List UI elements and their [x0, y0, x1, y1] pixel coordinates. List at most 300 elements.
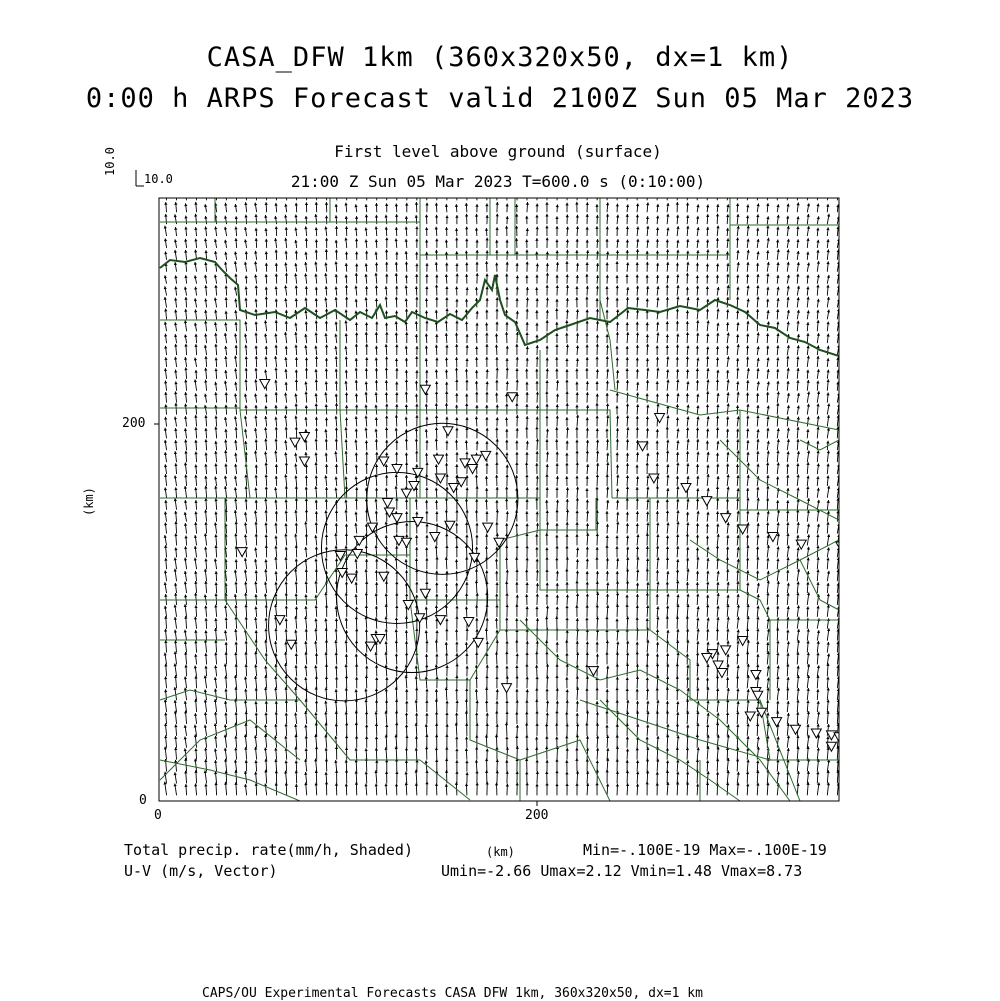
wind-vector-head [325, 345, 328, 348]
wind-vector-head [314, 486, 317, 489]
wind-vector-head [565, 783, 568, 786]
wind-vector-head [646, 618, 649, 621]
wind-vector-head [586, 510, 589, 513]
wind-vector-head [555, 463, 558, 466]
wind-vector-head [405, 689, 408, 692]
wind-vector-head [536, 357, 539, 360]
wind-vector-head [565, 261, 568, 264]
wind-vector-head [455, 405, 458, 408]
wind-vector-head [325, 547, 328, 550]
wind-vector-head [285, 227, 288, 230]
wind-vector-head [485, 628, 488, 631]
wind-vector-head [405, 570, 408, 573]
wind-vector-head [385, 297, 388, 300]
wind-vector-head [526, 297, 529, 300]
wind-vector-head [264, 228, 267, 231]
wind-vector-head [204, 415, 207, 418]
wind-vector-head [295, 370, 298, 373]
title-line-1: CASA_DFW 1km (360x320x50, dx=1 km) [0, 42, 1000, 73]
wind-vector-head [445, 286, 448, 289]
wind-vector-head [354, 476, 357, 479]
wind-vector-head [315, 783, 318, 786]
wind-vector-head [566, 227, 569, 230]
wind-vector-head [636, 404, 639, 407]
wind-vector-head [344, 640, 347, 643]
wind-vector-head [515, 689, 518, 692]
wind-vector-head [324, 263, 327, 266]
wind-vector-head [395, 474, 398, 477]
wind-vector-head [465, 653, 468, 656]
wind-vector-head [425, 500, 428, 503]
wind-vector-head [555, 487, 558, 490]
wind-vector-head [194, 393, 197, 396]
wind-vector-head [224, 546, 227, 549]
wind-vector-head [636, 689, 639, 692]
wind-vector-head [505, 498, 508, 501]
wind-vector-head [545, 415, 548, 418]
wind-vector-head [545, 760, 548, 763]
wind-vector-head [254, 321, 257, 324]
wind-vector-head [355, 273, 358, 276]
wind-vector-head [545, 439, 548, 442]
wind-vector-head [325, 499, 328, 502]
wind-vector-head [606, 226, 609, 229]
wind-vector-head [485, 298, 488, 301]
wind-vector-head [425, 724, 428, 727]
wind-vector-head [304, 772, 307, 775]
wind-vector-head [525, 582, 528, 585]
wind-vector-head [264, 451, 267, 454]
wind-vector-head [355, 570, 358, 573]
wind-vector-head [536, 417, 539, 420]
wind-vector-head [214, 689, 217, 692]
wind-vector-head [555, 523, 558, 526]
wind-vector-head [646, 499, 649, 502]
wind-vector-head [174, 191, 177, 194]
wind-vector-head [445, 252, 448, 255]
wind-vector-head [606, 381, 609, 384]
wind-vector-head [525, 474, 528, 477]
wind-vector-head [265, 653, 268, 656]
wind-vector-head [285, 593, 288, 596]
wind-vector-head [234, 192, 237, 195]
wind-vector-head [164, 404, 167, 407]
wind-vector-head [545, 404, 548, 407]
wind-vector-head [395, 653, 398, 656]
wind-vector-head [575, 748, 578, 751]
wind-vector-head [345, 252, 348, 255]
wind-vector-head [305, 748, 308, 751]
wind-vector-head [405, 227, 408, 230]
wind-vector-head [294, 227, 297, 230]
wind-vector-head [315, 202, 318, 205]
wind-vector-head [224, 450, 227, 453]
wind-vector-head [254, 192, 257, 195]
wind-vector-head [616, 677, 619, 680]
wind-vector-head [646, 368, 649, 371]
wind-vector-head [315, 500, 318, 503]
wind-vector-head [214, 441, 217, 444]
wind-vector-head [344, 346, 347, 349]
wind-vector-head [405, 748, 408, 751]
wind-vector-head [334, 533, 337, 536]
wind-vector-head [264, 427, 267, 430]
wind-vector-head [425, 535, 428, 538]
wind-vector-head [495, 582, 498, 585]
wind-vector-head [575, 250, 578, 253]
wind-vector-head [234, 238, 237, 241]
wind-vector-head [626, 616, 629, 619]
wind-vector-head [475, 486, 478, 489]
wind-vector-head [395, 238, 398, 241]
wind-vector-head [626, 535, 629, 538]
wind-vector-head [264, 522, 267, 525]
wind-vector-head [184, 275, 187, 278]
wind-vector [266, 191, 267, 200]
wind-vector-head [435, 545, 438, 548]
wind-vector-head [395, 321, 398, 324]
wind-vector [275, 192, 276, 200]
wind-vector-head [606, 369, 609, 372]
wind-vector-head [495, 487, 498, 490]
wind-vector-head [505, 593, 508, 596]
wind-vector-head [425, 440, 428, 443]
wind-vector-head [315, 356, 318, 359]
wind-vector-head [285, 713, 288, 716]
wind-vector-head [405, 534, 408, 537]
wind-vector-head [264, 462, 267, 465]
wind-vector-head [354, 559, 357, 562]
wind-vector-head [495, 462, 498, 465]
wind-vector-head [586, 214, 589, 217]
wind-vector-head [285, 310, 288, 313]
wind-vector-head [194, 748, 197, 751]
wind-vector-head [204, 522, 207, 525]
wind-vector-head [285, 462, 288, 465]
wind-vector-head [384, 664, 387, 667]
wind-vector-head [646, 334, 649, 337]
wind-vector-head [315, 605, 318, 608]
wind-vector-head [315, 522, 318, 525]
wind-vector-head [495, 701, 498, 704]
wind-vector-head [465, 334, 468, 337]
wind-vector [166, 192, 167, 200]
wind-vector-head [395, 332, 398, 335]
wind-vector-head [435, 689, 438, 692]
wind-vector-head [214, 605, 217, 608]
wind-vector-head [586, 392, 589, 395]
wind-vector-head [234, 770, 237, 773]
wind-vector-head [325, 687, 328, 690]
wind-vector-head [415, 464, 418, 467]
wind-vector-head [445, 653, 448, 656]
wind-vector-head [355, 344, 358, 347]
wind-vector-head [264, 356, 267, 359]
wind-vector [486, 192, 487, 201]
wind-vector-head [465, 203, 468, 206]
wind-vector-head [616, 332, 619, 335]
wind-vector-head [274, 203, 277, 206]
wind-vector-head [555, 216, 558, 219]
wind-vector-head [586, 533, 589, 536]
wind-vector-head [204, 559, 207, 562]
wind-vector-head [365, 368, 368, 371]
wind-vector-head [244, 534, 247, 537]
wind-vector-head [586, 309, 589, 312]
wind-vector-head [284, 557, 287, 560]
wind-vector-head [425, 654, 428, 657]
wind-vector-head [294, 192, 297, 195]
wind-vector-head [566, 700, 569, 703]
wind-vector-head [184, 440, 187, 443]
wind-vector-head [475, 689, 478, 692]
wind-vector-head [265, 274, 268, 277]
wind-vector-head [506, 251, 509, 254]
wind-vector-head [254, 451, 257, 454]
wind-vector-head [244, 784, 247, 787]
wind-vector-head [285, 427, 288, 430]
wind-vector-head [274, 380, 277, 383]
wind-vector-head [265, 239, 268, 242]
wind-vector-head [455, 700, 458, 703]
wind-vector-head [394, 486, 397, 489]
wind-vector-head [435, 334, 438, 337]
wind-vector-head [525, 191, 528, 194]
wind-vector-head [214, 545, 217, 548]
wind-vector-head [335, 652, 338, 655]
wind-vector-head [495, 250, 498, 253]
wind-vector-head [385, 367, 388, 370]
wind-vector-head [225, 617, 228, 620]
wind-vector-head [595, 403, 598, 406]
wind-vector-head [425, 358, 428, 361]
wind-vector-head [214, 498, 217, 501]
wind-vector-head [445, 357, 448, 360]
wind-vector-head [626, 475, 629, 478]
wind-vector-head [405, 499, 408, 502]
wind-vector-head [405, 216, 408, 219]
wind-vector-head [214, 416, 217, 419]
wind-vector-head [525, 511, 528, 514]
wind-vector-head [385, 274, 388, 277]
wind-vector-head [365, 357, 368, 360]
wind-vector-head [505, 581, 508, 584]
wind-vector-head [325, 215, 328, 218]
wind-vector-head [214, 652, 217, 655]
wind-vector-head [234, 533, 237, 536]
wind-vector-head [616, 416, 619, 419]
wind-vector-head [525, 275, 528, 278]
wind-vector-head [194, 699, 197, 702]
wind-vector-head [224, 689, 227, 692]
wind-vector-head [555, 308, 558, 311]
wind-vector-head [606, 297, 609, 300]
wind-vector-head [365, 308, 368, 311]
wind-vector-head [606, 594, 609, 597]
wind-vector-head [546, 237, 549, 240]
wind-vector-head [224, 464, 227, 467]
wind-vector-head [405, 404, 408, 407]
wind-vector-head [486, 381, 489, 384]
wind-vector-head [294, 393, 297, 396]
wind-vector-head [194, 522, 197, 525]
wind-vector-head [505, 545, 508, 548]
wind-vector-head [204, 310, 207, 313]
wind-vector-head [435, 403, 438, 406]
wind-vector-head [556, 476, 559, 479]
wind-vector-head [294, 510, 297, 513]
wind-vector-head [194, 487, 197, 490]
wind-vector-head [164, 417, 167, 420]
wind-vector-head [575, 427, 578, 430]
wind-vector-head [495, 618, 498, 621]
wind-vector-head [505, 617, 508, 620]
wind-vector-head [375, 677, 378, 680]
wind-vector-head [526, 676, 529, 679]
wind-vector-head [555, 368, 558, 371]
wind-vector-head [164, 474, 167, 477]
wind-vector-head [626, 581, 629, 584]
wind-vector-head [465, 321, 468, 324]
wind-vector-head [244, 215, 247, 218]
wind-vector-head [435, 203, 438, 206]
wind-vector-head [445, 463, 448, 466]
wind-vector-head [265, 287, 268, 290]
wind-vector-head [214, 427, 217, 430]
wind-vector-head [596, 748, 599, 751]
wind-vector-head [164, 616, 167, 619]
wind-vector-head [244, 604, 247, 607]
wind-vector-head [586, 428, 589, 431]
wind-vector-head [465, 748, 468, 751]
wind-vector-head [244, 190, 247, 193]
wind-vector-head [425, 286, 428, 289]
wind-vector-head [244, 652, 247, 655]
wind-vector-head [365, 748, 368, 751]
wind-vector-head [515, 582, 518, 585]
wind-vector-head [445, 453, 448, 456]
wind-vector-head [616, 700, 619, 703]
wind-vector-head [425, 453, 428, 456]
wind-vector-head [635, 617, 638, 620]
wind-vector-head [516, 595, 519, 598]
wind-vector-head [566, 298, 569, 301]
wind-vector-head [596, 286, 599, 289]
wind-vector-head [184, 203, 187, 206]
wind-vector-head [214, 593, 217, 596]
wind-vector-head [525, 569, 528, 572]
wind-vector-head [465, 191, 468, 194]
wind-vector-head [334, 477, 337, 480]
wind-vector-head [445, 687, 448, 690]
wind-vector-head [596, 394, 599, 397]
wind-vector-head [455, 417, 458, 420]
wind-vector-head [294, 332, 297, 335]
wind-vector-head [585, 321, 588, 324]
wind-vector-head [294, 713, 297, 716]
wind-vector-head [606, 462, 609, 465]
wind-vector-head [546, 664, 549, 667]
wind-vector-head [374, 630, 377, 633]
wind-vector-head [345, 593, 348, 596]
wind-vector-head [545, 346, 548, 349]
wind-vector-head [455, 368, 458, 371]
wind-vector-head [515, 403, 518, 406]
wind-vector-head [415, 334, 418, 337]
wind-vector-head [605, 239, 608, 242]
wind-vector-head [194, 783, 197, 786]
wind-vector-head [364, 783, 367, 786]
wind-vector-head [515, 557, 518, 560]
wind-vector-head [525, 369, 528, 372]
wind-vector-head [295, 784, 298, 787]
wind-vector-head [505, 417, 508, 420]
wind-vector-head [355, 192, 358, 195]
wind-vector-head [244, 486, 247, 489]
wind-vector-head [295, 251, 298, 254]
wind-vector-head [515, 368, 518, 371]
wind-vector-head [184, 523, 187, 526]
wind-vector-head [616, 500, 619, 503]
wind-vector-head [505, 322, 508, 325]
wind-vector-head [646, 286, 649, 289]
wind-vector-head [485, 310, 488, 313]
wind-vector-head [646, 688, 649, 691]
wind-vector-head [265, 296, 268, 299]
wind-vector-head [475, 499, 478, 502]
wind-vector-head [425, 607, 428, 610]
wind-vector-head [636, 332, 639, 335]
wind-vector-head [475, 416, 478, 419]
wind-vector-head [304, 641, 307, 644]
wind-vector-head [204, 428, 207, 431]
wind-vector-head [535, 215, 538, 218]
wind-vector-head [535, 310, 538, 313]
wind-vector-head [244, 405, 247, 408]
wind-vector-head [475, 228, 478, 231]
wind-vector-head [626, 641, 629, 644]
wind-vector-head [536, 439, 539, 442]
wind-vector-head [375, 784, 378, 787]
wind-vector-head [284, 523, 287, 526]
wind-vector-head [395, 368, 398, 371]
wind-vector-head [576, 665, 579, 668]
wind-vector-head [596, 321, 599, 324]
wind-vector-head [385, 392, 388, 395]
wind-vector-head [616, 239, 619, 242]
wind-vector-head [626, 749, 629, 752]
wind-vector-head [355, 748, 358, 751]
wind-vector-head [525, 652, 528, 655]
wind-vector-head [194, 605, 197, 608]
wind-vector-head [184, 595, 187, 598]
wind-vector-head [646, 453, 649, 456]
wind-vector-head [255, 228, 258, 231]
wind-vector-head [646, 653, 649, 656]
wind-vector-head [425, 274, 428, 277]
wind-vector-head [285, 251, 288, 254]
wind-vector-head [194, 309, 197, 312]
wind-vector-head [364, 689, 367, 692]
wind-vector-head [555, 783, 558, 786]
wind-vector-head [616, 522, 619, 525]
wind-vector-head [234, 464, 237, 467]
wind-vector-head [365, 322, 368, 325]
wind-vector-head [485, 261, 488, 264]
wind-vector-head [506, 784, 509, 787]
wind-vector-head [335, 523, 338, 526]
wind-vector-head [586, 571, 589, 574]
